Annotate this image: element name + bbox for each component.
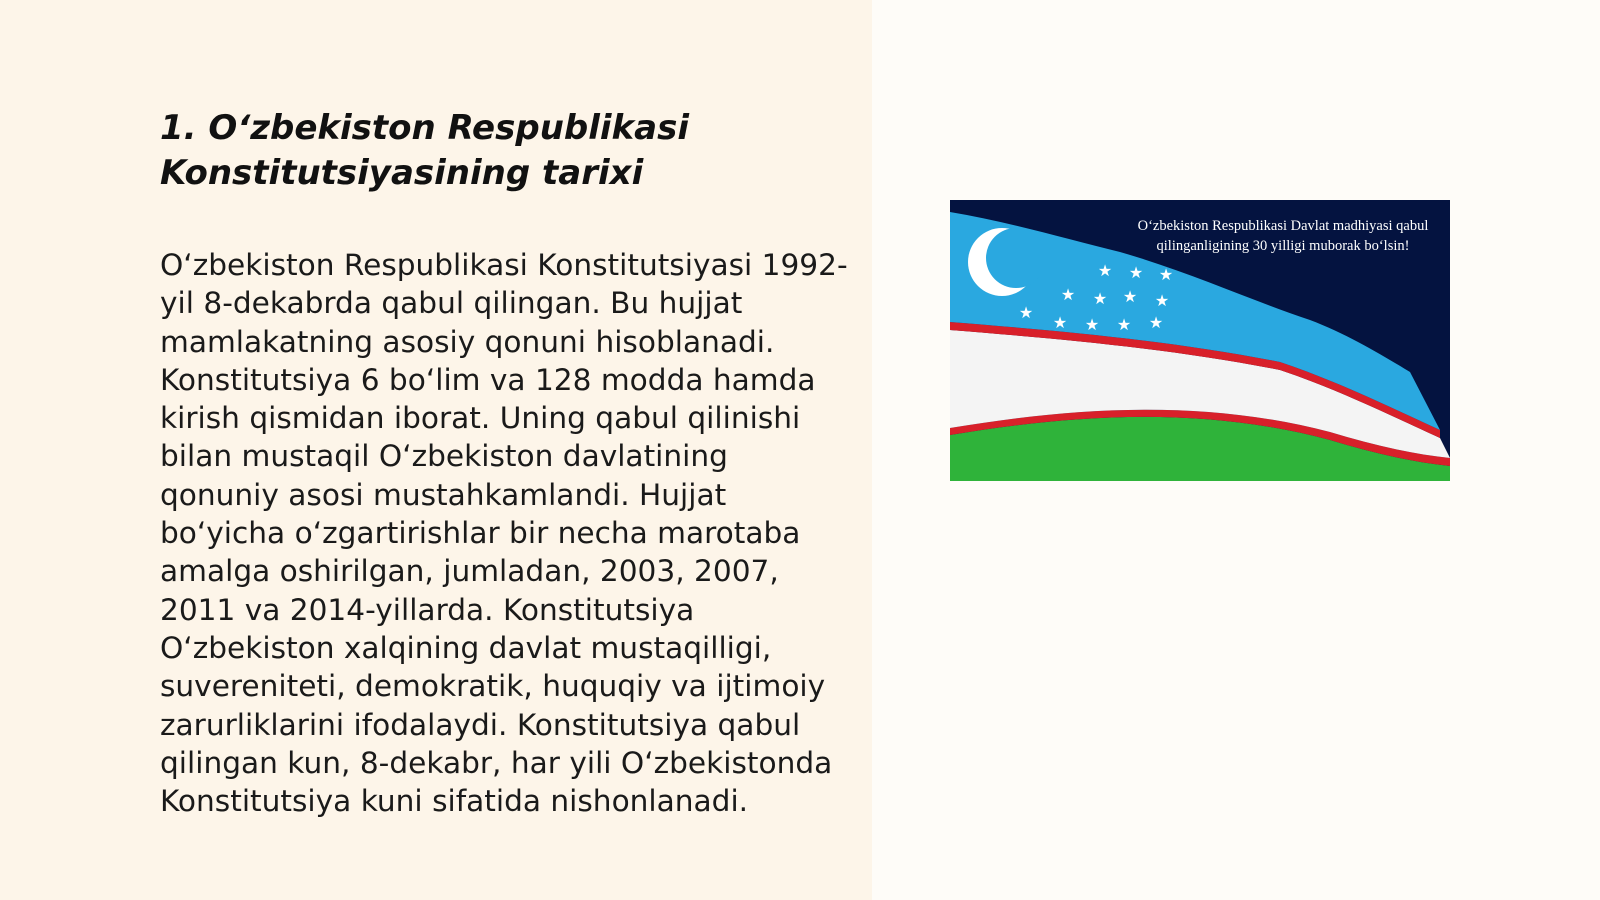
svg-text:★: ★: [1052, 313, 1068, 332]
slide-title: 1. O‘zbekiston Respublikasi Konstitutsiyasining tarixi: [160, 108, 689, 193]
slide-body-text: O‘zbekiston Respublikasi Konstitutsiyasi 1992-yil 8-dekabrda qabul qilingan. Bu hujjat mamlakatning asosiy qonuni hisoblanadi. Konstitutsiya 6 bo‘lim va 128 modda hamda kirish qismidan iborat. Uning qabul qilinishi bilan mustaqil O‘zbekiston davlatining qonuniy asosi mustahkamlandi. Hujjat bo‘yicha o‘zgartirishlar bir necha marotaba amalga oshirilgan, jumladan, 2003, 2007, 2011 va 2014-yillarda. Konstitutsiya O‘zbekiston xalqining davlat mustaqilligi, suvereniteti, demokratik, huquqiy va ijtimoiy zarurliklarini ifodalaydi. Konstitutsiya qabul qilingan kun, 8-dekabr, har yili O‘zbekistonda Konstitutsiya kuni sifatida nishonlanadi.: [160, 248, 848, 819]
svg-text:★: ★: [1060, 285, 1076, 304]
svg-text:★: ★: [1148, 313, 1164, 332]
svg-text:★: ★: [1097, 261, 1113, 280]
svg-text:★: ★: [1116, 315, 1132, 334]
svg-text:★: ★: [1128, 263, 1144, 282]
svg-text:★: ★: [1154, 291, 1170, 310]
image-caption: O‘zbekiston Respublikasi Davlat madhiyasi qabul qilinganligining 30 yilligi muborak bo‘lsin!: [1137, 218, 1429, 254]
svg-text:★: ★: [1018, 303, 1034, 322]
svg-text:★: ★: [1158, 265, 1174, 284]
uzbekistan-flag-image: [950, 200, 1450, 481]
svg-text:★: ★: [1084, 315, 1100, 334]
svg-text:★: ★: [1122, 287, 1138, 306]
svg-text:★: ★: [1092, 289, 1108, 308]
